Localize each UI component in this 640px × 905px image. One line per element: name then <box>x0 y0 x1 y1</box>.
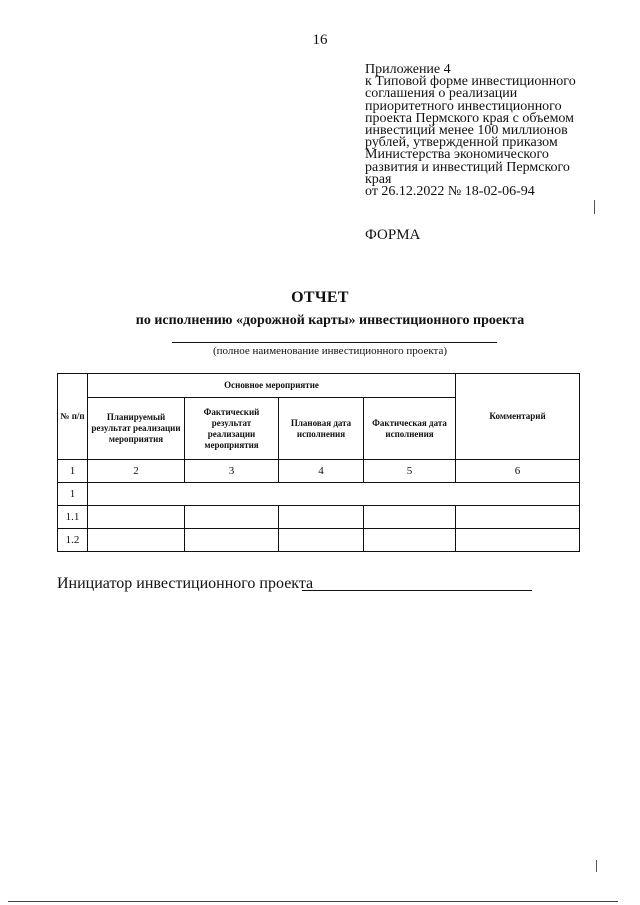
row-number: 1.2 <box>58 529 88 552</box>
empty-cell <box>364 506 456 529</box>
empty-cell <box>88 506 185 529</box>
appendix-line: проекта Пермского края с объемом <box>365 110 575 126</box>
empty-cell <box>456 506 580 529</box>
scan-speck <box>594 200 595 214</box>
empty-cell <box>279 506 364 529</box>
table-row <box>58 506 580 529</box>
appendix-line: к Типовой форме инвестиционного <box>365 74 576 90</box>
column-number: 4 <box>279 460 364 483</box>
initiator-label: Инициатор инвестиционного проекта <box>57 575 314 592</box>
table-header-row <box>58 374 580 398</box>
row-number: 1 <box>58 483 88 506</box>
scan-edge-line <box>8 901 618 902</box>
header-planned-date: Плановая дата исполнения <box>279 398 364 460</box>
appendix-line: края <box>365 171 392 187</box>
form-label: ФОРМА <box>365 227 421 243</box>
report-subtitle: по исполнению «дорожной карты» инвестиционного проекта <box>135 313 525 328</box>
appendix-line: рублей, утвержденной приказом <box>365 135 558 151</box>
column-number: 1 <box>58 460 88 483</box>
empty-cell <box>279 529 364 552</box>
column-number: 5 <box>364 460 456 483</box>
page-number: 16 <box>312 32 328 48</box>
appendix-line: развития и инвестиций Пермского <box>365 159 570 175</box>
header-actual-result: Фактический результат реализации мероприятия <box>185 398 279 460</box>
appendix-line: Министерства экономического <box>365 147 549 163</box>
row-number: 1.1 <box>58 506 88 529</box>
column-number: 2 <box>88 460 185 483</box>
column-number-row <box>58 460 580 483</box>
column-number: 6 <box>456 460 580 483</box>
table-row <box>58 483 580 506</box>
empty-cell <box>185 529 279 552</box>
header-actual-date: Фактическая дата исполнения <box>364 398 456 460</box>
empty-cell <box>364 529 456 552</box>
appendix-line: инвестиций менее 100 миллионов <box>365 123 568 139</box>
report-title: ОТЧЕТ <box>291 289 349 306</box>
appendix-line: соглашения о реализации <box>365 86 518 102</box>
header-number: № п/п <box>58 374 88 460</box>
header-main-event: Основное мероприятие <box>88 374 456 398</box>
appendix-line: от 26.12.2022 № 18-02-06-94 <box>365 184 535 200</box>
main-event-cell <box>88 483 580 506</box>
initiator-blank-line <box>302 590 532 591</box>
empty-cell <box>88 529 185 552</box>
table-row <box>58 529 580 552</box>
empty-cell <box>456 529 580 552</box>
appendix-line: приоритетного инвестиционного <box>365 98 562 114</box>
empty-cell <box>185 506 279 529</box>
appendix-note <box>365 64 615 198</box>
column-number: 3 <box>185 460 279 483</box>
header-planned-result: Планируемый результат реализации мероприятия <box>88 398 185 460</box>
appendix-line: Приложение 4 <box>365 62 451 77</box>
project-name-blank-line <box>172 342 497 343</box>
header-comment: Комментарий <box>456 374 580 460</box>
roadmap-table <box>57 373 580 552</box>
project-name-caption: (полное наименование инвестиционного проекта) <box>212 345 448 357</box>
scan-speck <box>596 860 597 872</box>
